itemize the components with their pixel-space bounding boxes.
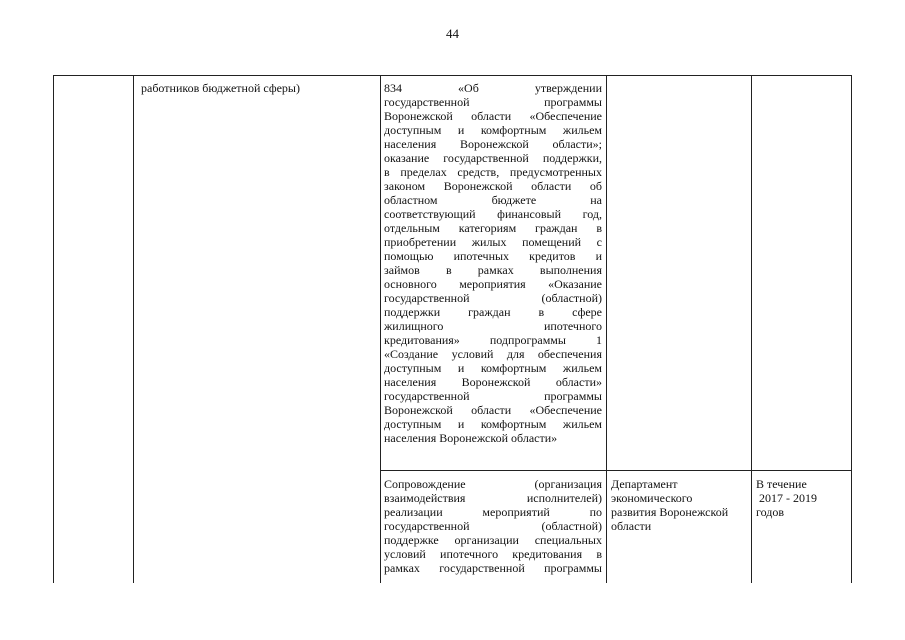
text-line: законом Воронежской области об [384,179,602,193]
row2-responsible-department [611,477,747,533]
text-line: Сопровождение (организация [384,477,602,491]
text-line: годов [756,505,785,519]
page-number: 44 [446,26,459,41]
text-line: развития Воронежской [611,505,729,519]
text-line: жилищного ипотечного [384,319,602,333]
text-line: соответствующий финансовый год, [384,207,602,221]
text-line: кредитования» подпрограммы 1 [384,333,602,347]
text-line: 834 «Об утверждении [384,81,602,95]
table-column-divider [380,75,381,583]
text-line: рамках государственной программы [384,561,602,575]
text-line: помощью ипотечных кредитов и [384,249,602,263]
text-line: «Создание условий для обеспечения [384,347,602,361]
text-line: основного мероприятия «Оказание [384,277,602,291]
text-line: в пределах средств, предусмотренных [384,165,602,179]
table-row-divider [380,470,852,471]
text-line: экономического [611,491,693,505]
text-line: государственной программы [384,95,602,109]
table-column-divider [606,75,607,583]
text-line: государственной программы [384,389,602,403]
text-line: Департамент [611,477,678,491]
text-line: приобретении жилых помещений с [384,235,602,249]
table-border-left [53,75,54,583]
text-line: доступным и комфортным жильем [384,417,602,431]
row1-col3-text [384,81,602,445]
text-line: населения Воронежской области»; [384,137,602,151]
text-line: областном бюджете на [384,193,602,207]
text-line: 2017 - 2019 [759,491,817,505]
text-line: государственной (областной) [384,519,602,533]
text-line: государственной (областной) [384,291,602,305]
text-line: поддержки граждан в сфере [384,305,602,319]
row2-period [756,477,848,519]
text-line: отдельным категориям граждан в [384,221,602,235]
text-line: населения Воронежской области» [384,431,558,445]
text-line: доступным и комфортным жильем [384,123,602,137]
table-border-right [851,75,852,583]
text-line: условий ипотечного кредитования в [384,547,602,561]
document-table [53,75,852,583]
table-column-divider [751,75,752,583]
text-line: доступным и комфортным жильем [384,361,602,375]
text-line: оказание государственной поддержки, [384,151,602,165]
text-line: Воронежской области «Обеспечение [384,403,602,417]
text-line: взаимодействия исполнителей) [384,491,602,505]
text-line: займов в рамках выполнения [384,263,602,277]
text-line: области [611,519,652,533]
text-line: населения Воронежской области» [384,375,602,389]
row2-col3-text [384,477,602,575]
text-line: В течение [756,477,807,491]
table-column-divider [133,75,134,583]
row1-col2-text: работников бюджетной сферы) [141,81,300,95]
text-line: реализации мероприятий по [384,505,602,519]
text-line: Воронежской области «Обеспечение [384,109,602,123]
table-border-top [53,75,852,76]
text-line: поддержке организации специальных [384,533,602,547]
